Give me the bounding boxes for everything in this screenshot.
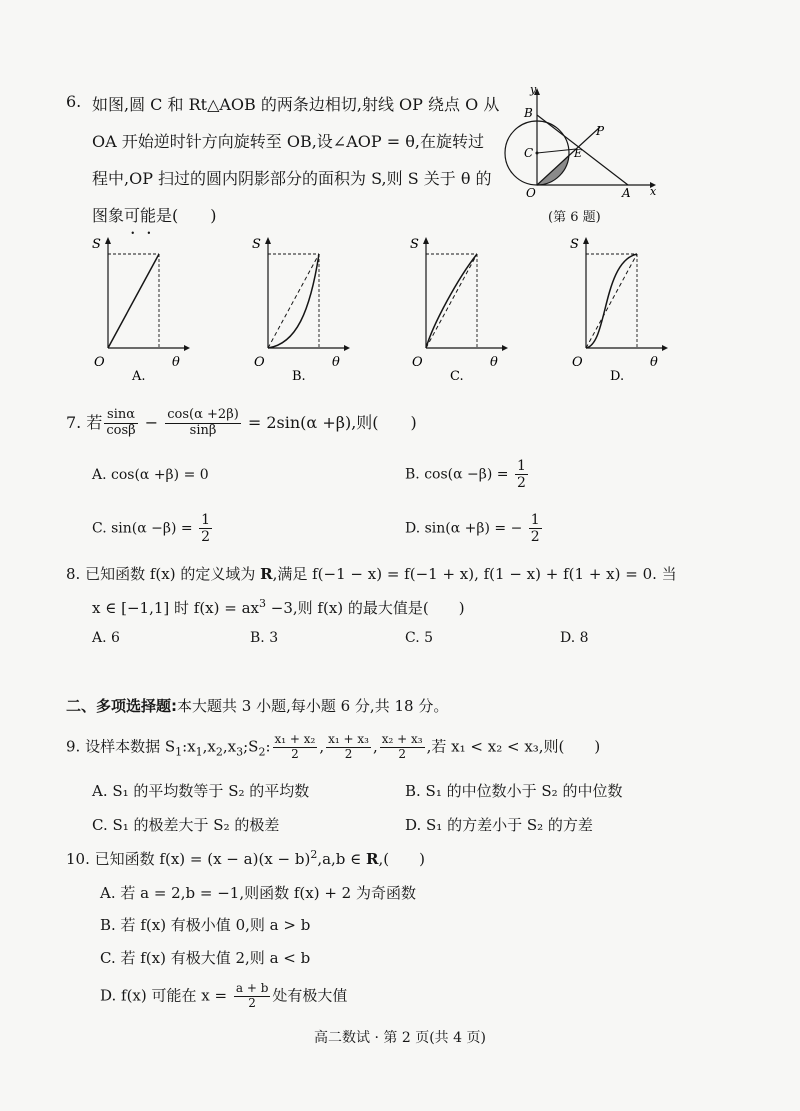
graph-label-s: S — [410, 237, 419, 252]
q10-stem-c: ,( ) — [378, 850, 425, 868]
section2-heading — [66, 695, 448, 716]
q6-line3: 程中,OP 扫过的圆内阴影部分的面积为 S,则 S 关于 θ 的 — [92, 169, 492, 188]
q9-sub1: 1 — [175, 745, 183, 759]
q9-option-d: D. S₁ 的方差小于 S₂ 的方差 — [405, 816, 593, 834]
q8-real-set: R — [260, 565, 273, 583]
q7-option-d-text: D. sin(α +β) = − — [405, 520, 523, 537]
q8-line1-b: ,满足 f(−1 − x) = f(−1 + x), f(1 − x) + f(1 + x) = 0. 当 — [272, 565, 677, 583]
q10-option-d-num: a + b — [235, 981, 269, 995]
q6-option-graph-a — [88, 232, 208, 382]
q6-label-e: E — [574, 147, 583, 160]
q9-sub-c: 3 — [236, 745, 244, 759]
q6-option-graph-b — [248, 232, 368, 382]
q7-option-d-num: 1 — [530, 512, 540, 528]
q10-stem — [66, 848, 425, 869]
graph-label-theta: θ — [172, 355, 180, 370]
graph-label-s: S — [252, 237, 261, 252]
q6-emphasis-1: 可 — [124, 206, 141, 225]
q6-number: 6. — [66, 92, 82, 111]
graph-option-letter: C. — [450, 369, 464, 382]
q10-number: 10. — [66, 850, 90, 868]
q10-stem-a: 已知函数 f(x) = (x − a)(x − b) — [94, 850, 311, 868]
q7-frac2-den: sinβ — [189, 422, 217, 438]
q9-option-a: A. S₁ 的平均数等于 S₂ 的平均数 — [92, 782, 310, 800]
graph-label-s: S — [570, 237, 579, 252]
q7-option-c-num: 1 — [201, 512, 210, 528]
q6-emphasis-2: 能 — [140, 206, 157, 225]
q9-sub-b: 2 — [215, 745, 223, 759]
graph-label-theta: θ — [650, 355, 658, 370]
q6-line2: OA 开始逆时针方向旋转至 OB,设∠AOP = θ,在旋转过 — [92, 132, 484, 151]
q10-real-set: R — [366, 850, 379, 868]
q9-frac3-den: 2 — [398, 746, 407, 761]
q7-option-a: A. cos(α +β) = 0 — [92, 467, 209, 483]
q9-sub-a: 1 — [195, 745, 203, 759]
q6-label-y: y — [530, 85, 537, 96]
q7-option-d-den: 2 — [530, 529, 540, 546]
q9-frac1-den: 2 — [291, 746, 299, 761]
graph-option-letter: D. — [610, 369, 625, 382]
q9-semi: ;S — [243, 737, 259, 756]
q10-option-c: C. 若 f(x) 有极大值 2,则 a < b — [100, 949, 311, 967]
q8-line2 — [92, 597, 465, 618]
q8-line2-b: −3,则 f(x) 的最大值是( ) — [266, 599, 465, 617]
graph-option-letter: B. — [292, 369, 306, 382]
graph-label-o: O — [572, 355, 583, 370]
q10-option-b: B. 若 f(x) 有极小值 0,则 a > b — [100, 916, 311, 934]
q7-rhs: = 2sin(α +β),则( ) — [247, 412, 417, 432]
q6-option-graph-d — [566, 232, 686, 382]
q7-option-c-text: C. sin(α −β) = — [92, 520, 193, 537]
q6-label-b: B — [524, 106, 533, 120]
q9-c1: ,x — [202, 737, 216, 756]
graph-label-theta: θ — [490, 355, 498, 370]
q7-stem — [66, 408, 417, 439]
q10-option-d-post: 处有极大值 — [272, 986, 348, 1005]
q9-sub2: 2 — [258, 745, 266, 759]
q7-option-b — [405, 458, 530, 491]
q6-label-o: O — [526, 186, 536, 200]
q8-option-d: D. 8 — [560, 630, 589, 646]
graph-option-letter: A. — [132, 369, 146, 382]
graph-label-o: O — [412, 355, 423, 370]
q8-line1-a: 已知函数 f(x) 的定义域为 — [85, 565, 261, 583]
q6-figure — [500, 85, 660, 210]
q6-line4-a: 图象 — [92, 206, 125, 225]
q9-option-b: B. S₁ 的中位数小于 S₂ 的中位数 — [405, 782, 623, 800]
q9-c2: ,x — [222, 737, 237, 756]
q8-option-a: A. 6 — [92, 630, 120, 646]
section2-heading-rest: 本大题共 3 小题,每小题 6 分,共 18 分。 — [177, 697, 449, 715]
q10-stem-b: ,a,b ∈ — [317, 850, 367, 868]
q6-option-curve — [108, 254, 159, 348]
q6-figure-caption: (第 6 题) — [548, 210, 601, 225]
q9-option-c: C. S₁ 的极差大于 S₂ 的极差 — [92, 816, 280, 834]
q7-option-c-den: 2 — [201, 529, 210, 546]
graph-label-o: O — [254, 355, 265, 370]
page-footer: 高二数试 · 第 2 页(共 4 页) — [314, 1030, 486, 1046]
q9-pre: 设样本数据 S — [85, 737, 176, 756]
q10-option-d-pre: D. f(x) 可能在 x = — [100, 986, 228, 1005]
q6-label-a: A — [622, 186, 631, 200]
section2-heading-bold: 二、多项选择题: — [66, 697, 177, 715]
q6-label-c: C — [524, 146, 534, 160]
q7-number: 7. — [66, 412, 82, 432]
q9-frac1-num: x₁ + x₂ — [274, 732, 316, 746]
q9-number: 9. — [66, 737, 81, 756]
q9-mid1: :x — [182, 737, 196, 756]
q10-exponent: 2 — [310, 848, 318, 861]
q6-label-p: P — [596, 124, 605, 138]
q10-option-d — [100, 982, 347, 1011]
q6-line1: 如图,圆 C 和 Rt△AOB 的两条边相切,射线 OP 绕点 O 从 — [92, 95, 500, 114]
graph-label-theta: θ — [332, 355, 340, 370]
q8-exponent: 3 — [259, 597, 266, 610]
q8-option-c: C. 5 — [405, 630, 434, 646]
q7-option-b-den: 2 — [516, 475, 526, 492]
q7-option-d — [405, 512, 544, 545]
q6-label-x: x — [650, 185, 657, 198]
q8-number: 8. — [66, 565, 81, 583]
q9-colon: : — [265, 737, 271, 756]
q7-option-b-num: 1 — [516, 458, 526, 474]
q7-frac1-num: sinα — [104, 408, 137, 424]
q10-option-d-den: 2 — [248, 995, 256, 1010]
q7-option-b-text: B. cos(α −β) = — [405, 466, 509, 483]
q8-option-b: B. 3 — [250, 630, 279, 646]
q9-post: ,若 x₁ < x₂ < x₃,则( ) — [426, 737, 601, 756]
q9-frac3-num: x₂ + x₃ — [381, 732, 423, 746]
q9-frac2-den: 2 — [344, 746, 353, 761]
q7-option-c — [92, 512, 214, 545]
q8-line1 — [66, 563, 677, 584]
q6-line4-b: 是( ) — [156, 206, 217, 225]
graph-label-s: S — [92, 237, 101, 252]
q6-line4 — [92, 203, 217, 226]
q6-option-graph-c — [406, 232, 526, 382]
q7-frac2-num: cos(α +2β) — [167, 407, 239, 422]
q10-option-a: A. 若 a = 2,b = −1,则函数 f(x) + 2 为奇函数 — [100, 884, 416, 902]
q8-line2-a: x ∈ [−1,1] 时 f(x) = ax — [92, 599, 259, 617]
q7-frac1-den: cosβ — [106, 422, 136, 438]
q9-frac2-num: x₁ + x₃ — [328, 732, 369, 746]
q7-minus: − — [144, 412, 159, 432]
q7-prefix: 若 — [86, 412, 103, 432]
q9-stem: 9. 设样本数据 $S_1:x_1,x_2,x_3;S_2$: $\frac{\text{x₁ + x₂}}{2}$ , $\frac{\text{x₁ + x₃}}{2}$ , $\frac{\text{x₂ + x₃}}{2}$ ,若 x₁ < x₂ < x₃,则( ) — [66, 732, 601, 761]
graph-label-o: O — [94, 355, 105, 370]
